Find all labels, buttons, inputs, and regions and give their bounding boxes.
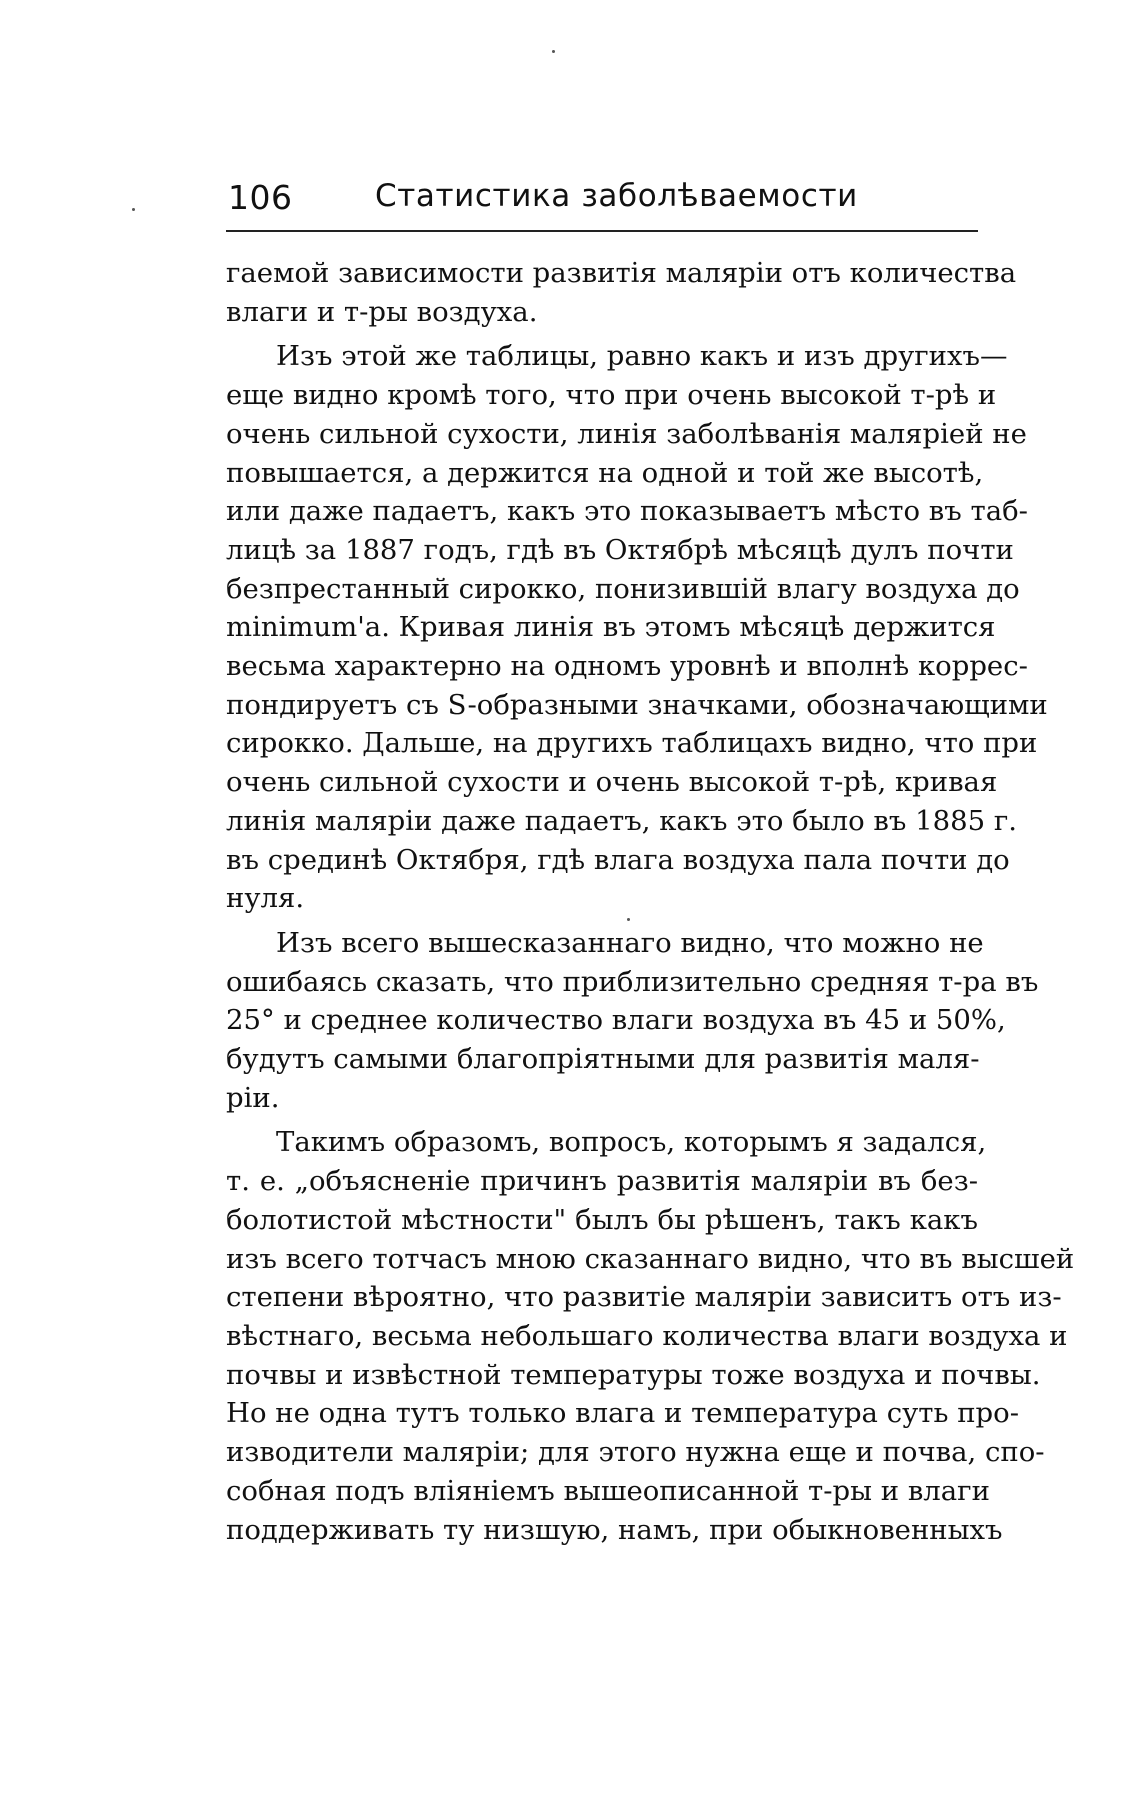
text-line: лицѣ за 1887 годъ, гдѣ въ Октябрѣ мѣсяцѣ дулъ почти: [226, 533, 1014, 566]
text-line: весьма характерно на одномъ уровнѣ и вполнѣ коррес-: [226, 650, 1028, 683]
text-line: вѣстнаго, весьма небольшаго количества влаги воздуха и: [226, 1319, 1068, 1352]
text-line: изъ всего тотчасъ мною сказаннаго видно, что въ высшей: [226, 1242, 1075, 1275]
text-line: minimum'а. Кривая линія въ этомъ мѣсяцѣ держится: [226, 611, 996, 644]
text-line: почвы и извѣстной температуры тоже воздуха и почвы.: [226, 1358, 1041, 1391]
text-line: гаемой зависимости развитія маляріи отъ количества: [226, 257, 1017, 289]
text-line: очень сильной сухости и очень высокой т-рѣ, кривая: [226, 766, 998, 799]
text-line: собная подъ вліяніемъ вышеописанной т-ры и влаги: [226, 1474, 990, 1507]
text-line: очень сильной сухости, линія заболѣванія маляріей не: [226, 417, 1027, 450]
paragraph: [226, 1123, 1075, 1549]
running-title: Статистика заболѣваемости: [375, 178, 858, 214]
text-line: нуля.: [226, 882, 305, 915]
text-line: Но не одна тутъ только влага и температура суть про-: [226, 1397, 1019, 1430]
text-line: Изъ всего вышесказаннаго видно, что можно не: [276, 926, 984, 959]
text-line: еще видно кромѣ того, что при очень высокой т-рѣ и: [226, 379, 997, 412]
text-line: ріи.: [226, 1081, 280, 1114]
page-number: 106: [228, 178, 293, 217]
page-header: [226, 178, 978, 232]
text-line: сирокко. Дальше, на другихъ таблицахъ видно, что при: [226, 727, 1038, 760]
text-line: влаги и т-ры воздуха.: [226, 295, 538, 328]
text-line: поддерживать ту низшую, намъ, при обыкновенныхъ: [226, 1513, 1003, 1546]
text-line: линія маляріи даже падаетъ, какъ это было въ 1885 г.: [226, 804, 1017, 837]
body-text: [226, 254, 1075, 1555]
text-line: въ срединѣ Октября, гдѣ влага воздуха пала почти до: [226, 843, 1010, 876]
text-line: ошибаясь сказать, что приблизительно средняя т-ра въ: [226, 965, 1039, 998]
text-line: или даже падаетъ, какъ это показываетъ мѣсто въ таб-: [226, 495, 1028, 528]
page-speck: [552, 50, 555, 53]
text-line: Такимъ образомъ, вопросъ, которымъ я задался,: [276, 1126, 987, 1159]
paragraph-continued: [226, 254, 1017, 331]
text-line: болотистой мѣстности" былъ бы рѣшенъ, такъ какъ: [226, 1203, 978, 1236]
paragraph: [226, 337, 1048, 918]
text-line: т. е. „объясненіе причинъ развитія маляріи въ без-: [226, 1165, 978, 1198]
text-line: повышается, а держится на одной и той же высотѣ,: [226, 456, 984, 489]
text-line: будутъ самыми благопріятными для развитія маля-: [226, 1043, 980, 1076]
page-speck: [132, 208, 135, 211]
text-line: пондируетъ съ S-образными значками, обозначающими: [226, 688, 1048, 721]
text-line: 25° и среднее количество влаги воздуха въ 45 и 50%,: [226, 1004, 1006, 1037]
text-line: Изъ этой же таблицы, равно какъ и изъ другихъ—: [276, 340, 1008, 373]
text-line: безпрестанный сирокко, понизившій влагу воздуха до: [226, 572, 1020, 605]
text-line: изводители маляріи; для этого нужна еще и почва, спо-: [226, 1436, 1045, 1469]
text-line: степени вѣроятно, что развитіе маляріи зависитъ отъ из-: [226, 1281, 1062, 1314]
paragraph: [226, 924, 1039, 1118]
